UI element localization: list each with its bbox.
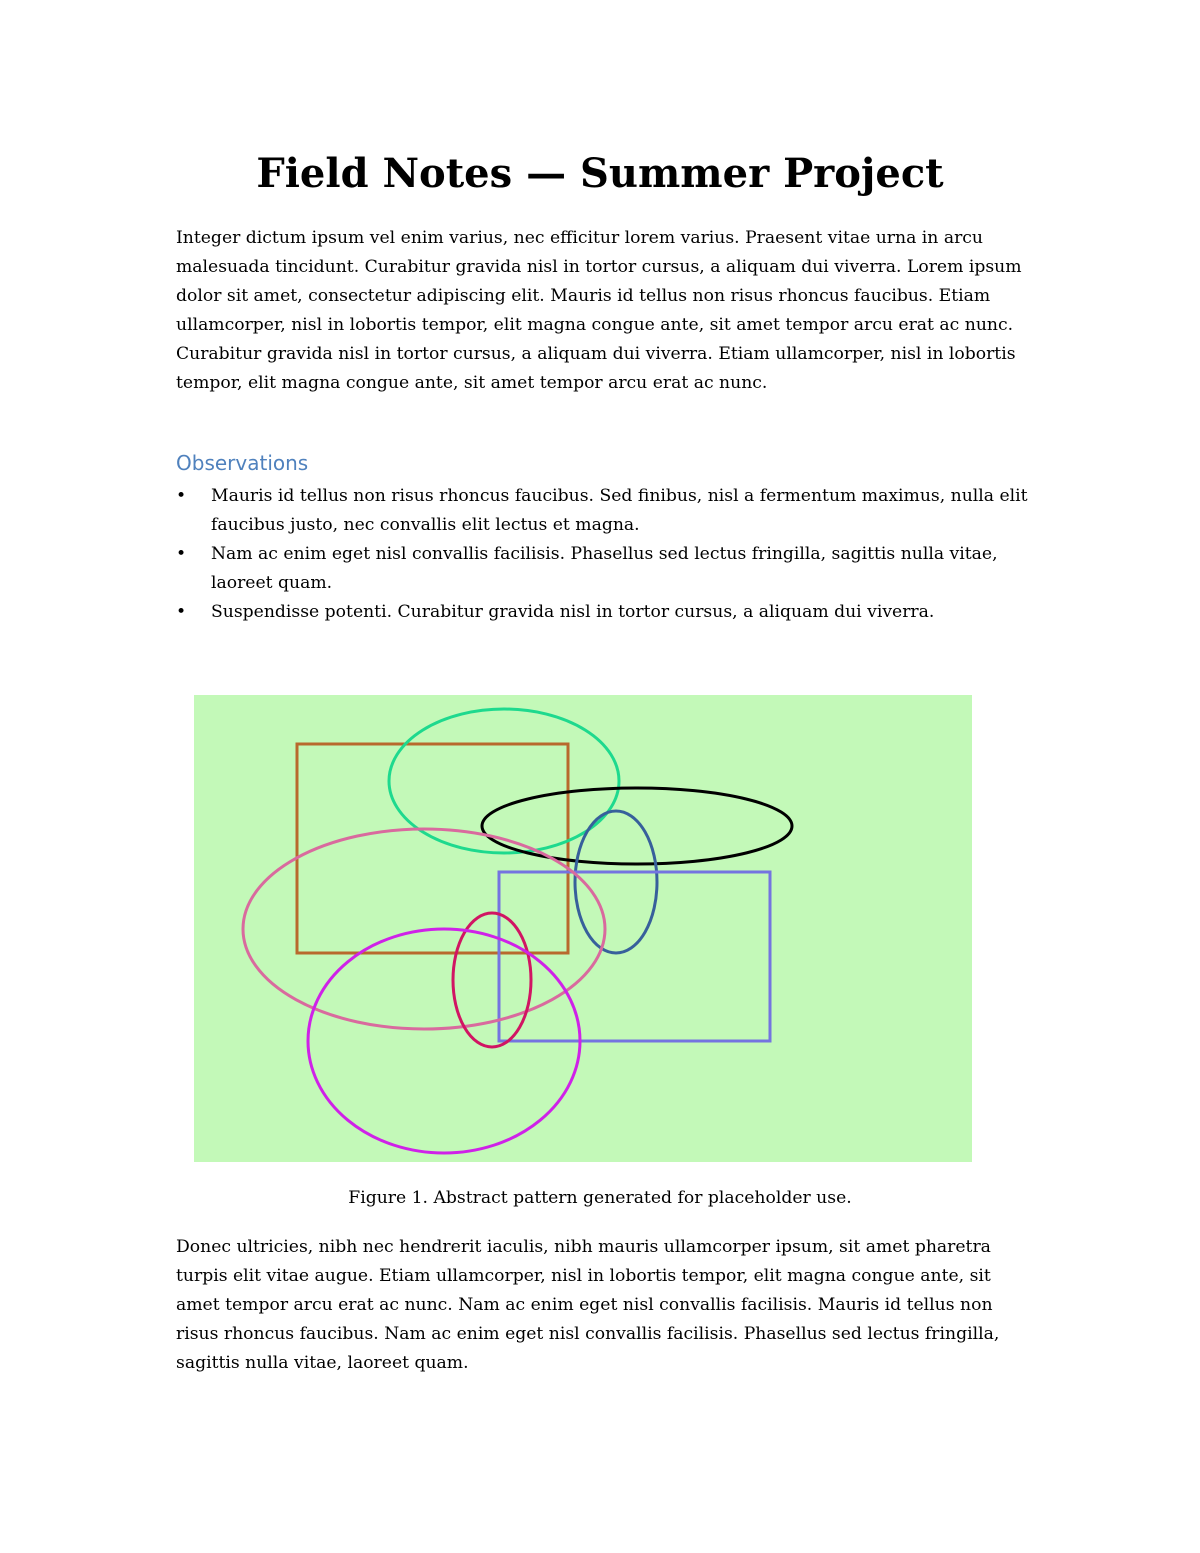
list-item-text: Suspendisse potenti. Curabitur gravida nisl in tortor cursus, a aliquam dui viverra. [211, 602, 935, 622]
section-heading-observations: Observations [176, 451, 309, 475]
closing-paragraph: Donec ultricies, nibh nec hendrerit iaculis, nibh mauris ullamcorper ipsum, sit amet pharetra turpis elit vitae augue. Etiam ullamcorper, nisl in lobortis tempor, elit magna congue ante, sit amet tempor arcu erat ac nunc. Nam ac enim eget nisl convallis facilisis. Mauris id tellus non risus rhoncus faucibus. Nam ac enim eget nisl convallis facilisis. Phasellus sed lectus fringilla, sagittis nulla vitae, laoreet quam. [176, 1237, 1000, 1373]
list-item [176, 482, 1036, 540]
bullet-icon: • [176, 544, 187, 564]
figure-caption: Figure 1. Abstract pattern generated for placeholder use. [348, 1188, 852, 1208]
page-title: Field Notes — Summer Project [256, 150, 944, 197]
bullet-icon: • [176, 486, 187, 506]
list-item-text: Nam ac enim eget nisl convallis facilisis. Phasellus sed lectus fringilla, sagittis nulla vitae, laoreet quam. [211, 544, 998, 593]
figure-background [194, 695, 972, 1162]
bullet-icon: • [176, 602, 187, 622]
intro-paragraph: Integer dictum ipsum vel enim varius, nec efficitur lorem varius. Praesent vitae urna in arcu malesuada tincidunt. Curabitur gravida nisl in tortor cursus, a aliquam dui viverra. Lorem ipsum dolor sit amet, consectetur adipiscing elit. Mauris id tellus non risus rhoncus faucibus. Etiam ullamcorper, nisl in lobortis tempor, elit magna congue ante, sit amet tempor arcu erat ac nunc. Curabitur gravida nisl in tortor cursus, a aliquam dui viverra. Etiam ullamcorper, nisl in lobortis tempor, elit magna congue ante, sit amet tempor arcu erat ac nunc. [176, 228, 1022, 393]
figure-canvas [194, 695, 972, 1162]
observations-list [176, 482, 1036, 627]
list-item-text: Mauris id tellus non risus rhoncus faucibus. Sed finibus, nisl a fermentum maximus, nulla elit faucibus justo, nec convallis elit lectus et magna. [211, 486, 1028, 535]
list-item [176, 540, 1036, 598]
abstract-figure [194, 695, 972, 1162]
list-item [176, 598, 1036, 627]
